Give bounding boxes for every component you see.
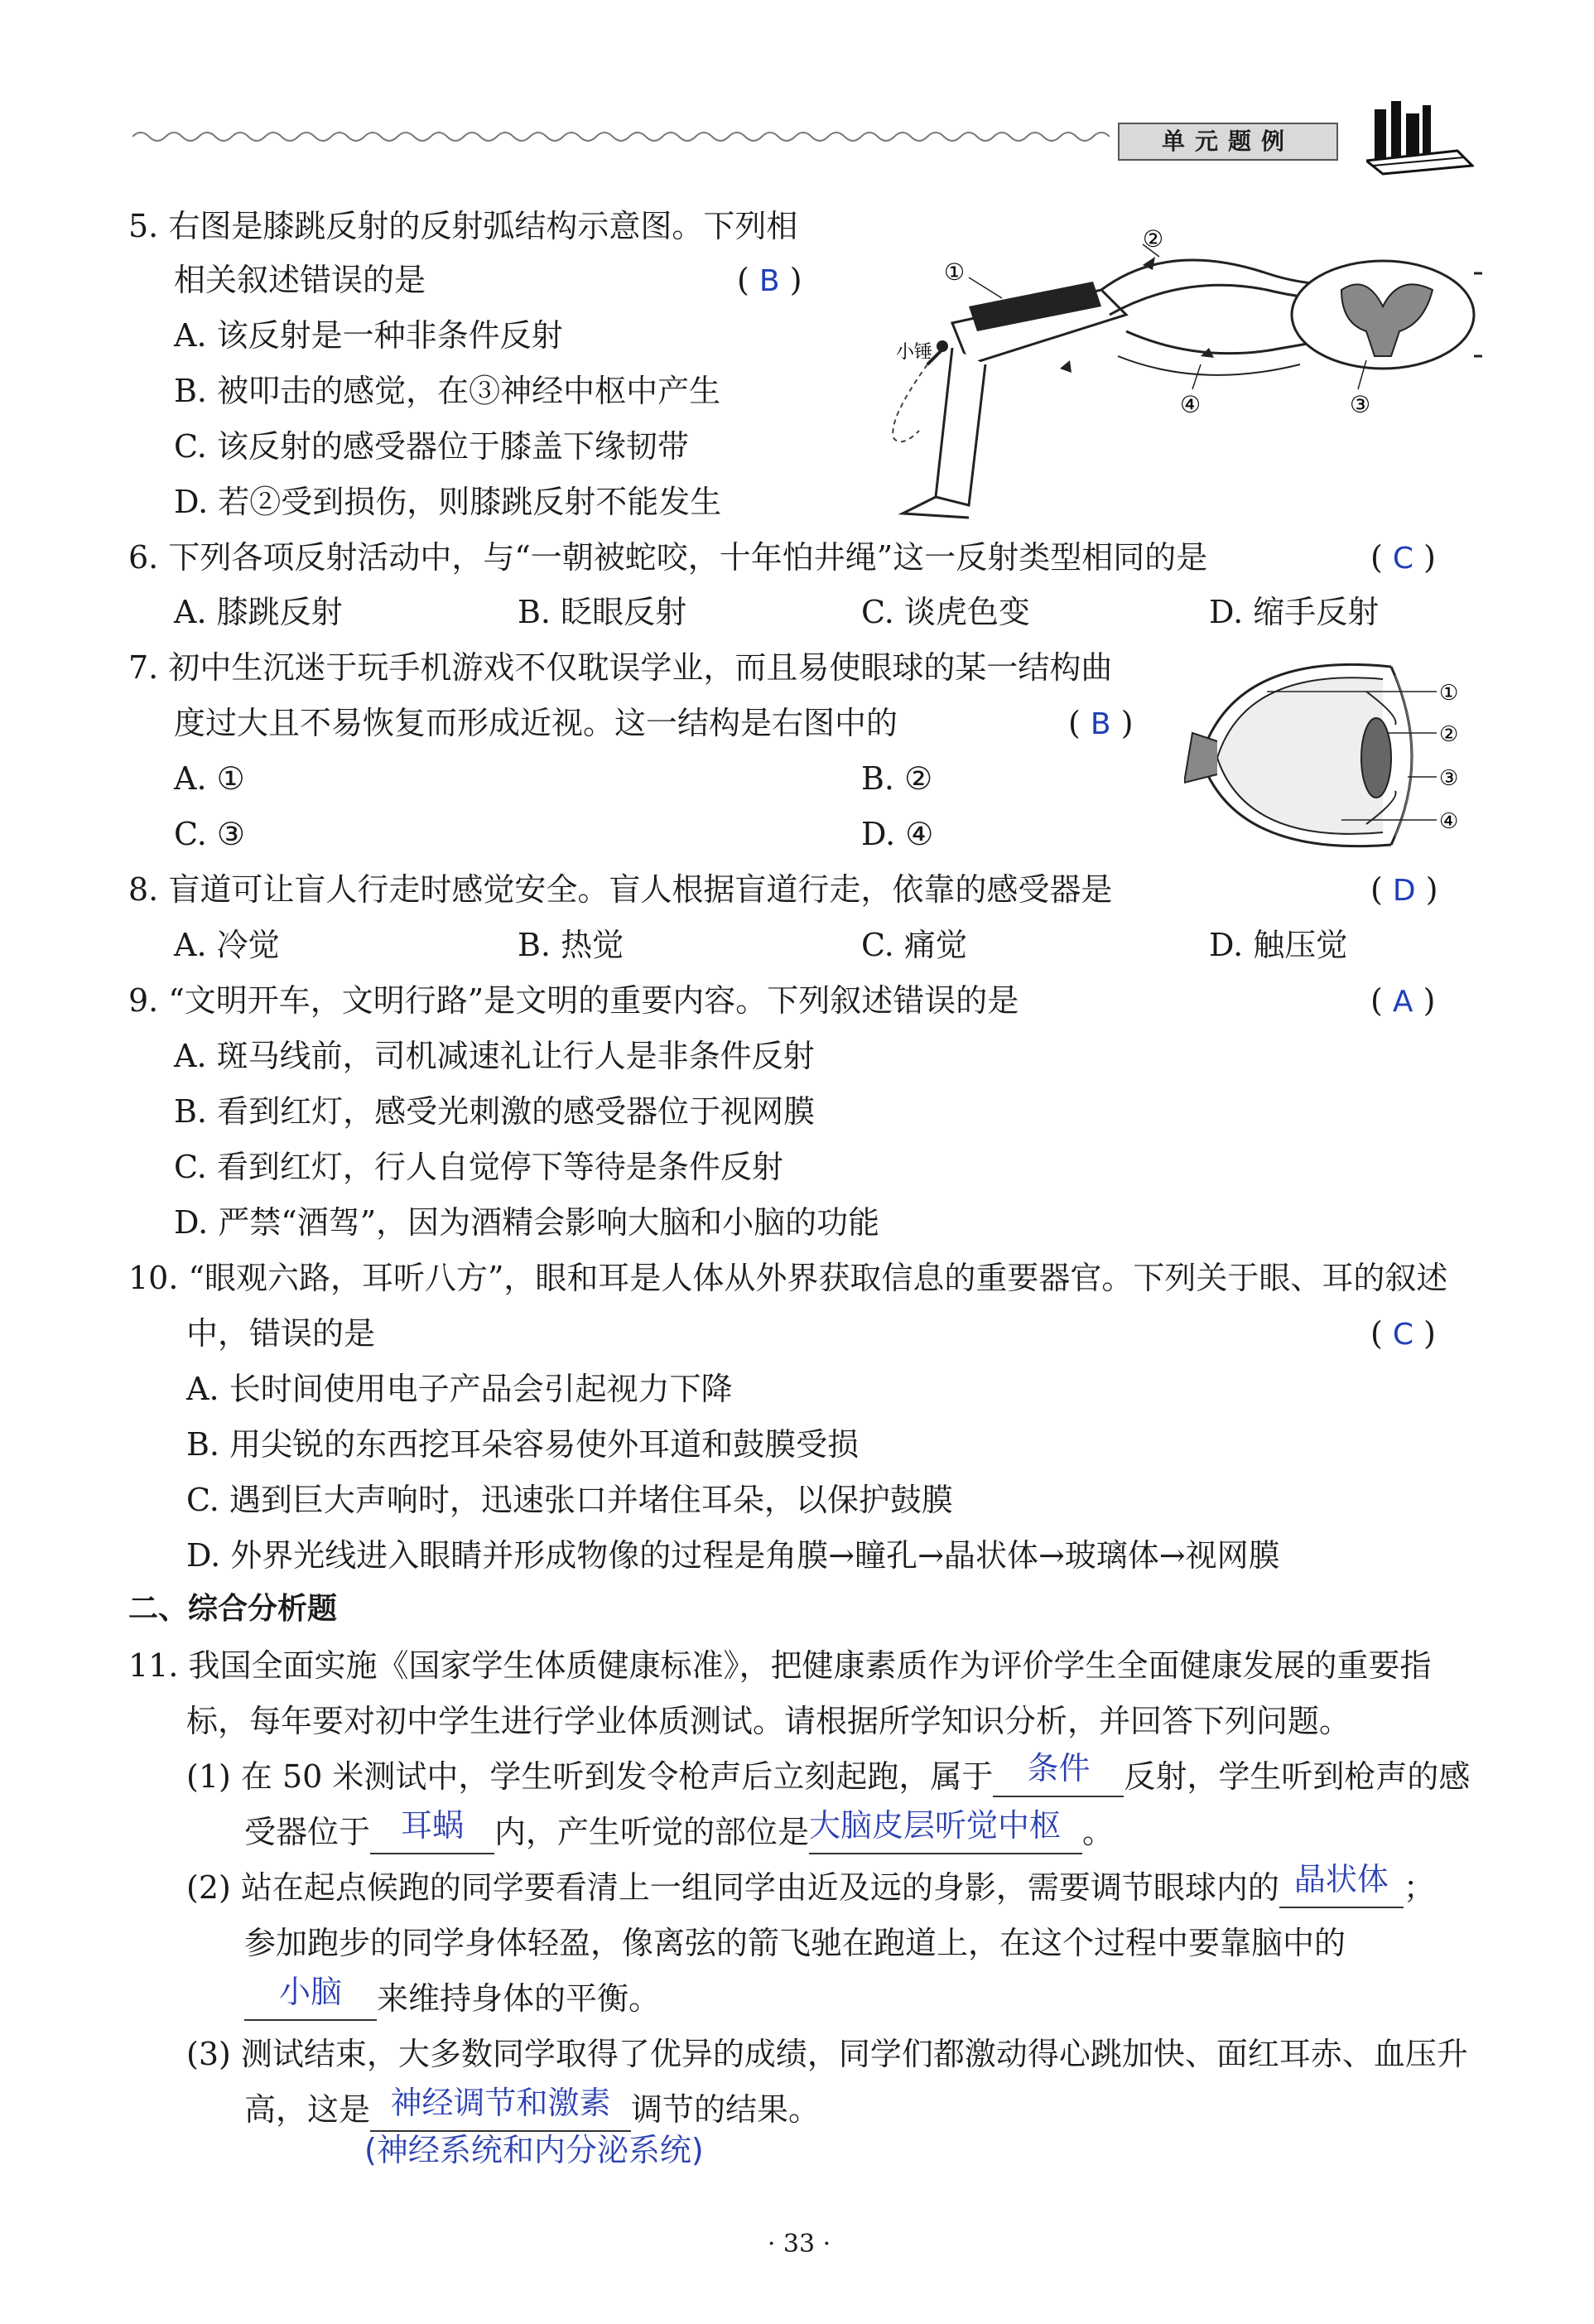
q11-p1-text-d: 内，产生听觉的部位是 xyxy=(494,1814,810,1850)
q9-answer: A xyxy=(1392,985,1413,1019)
q11-p1-text-c: 受器位于 xyxy=(244,1814,371,1850)
reflex-label-3: ③ xyxy=(1350,391,1371,418)
books-icon xyxy=(1366,93,1474,176)
q11-p2-text-d: 来维持身体的平衡。 xyxy=(377,1980,661,2017)
q5-option-c: C. 该反射的感受器位于膝盖下缘韧带 xyxy=(174,428,689,465)
q11-blank-5 xyxy=(244,1965,377,2021)
q9-answer-bracket: ( A ) xyxy=(1370,982,1436,1019)
q11-blank-6 xyxy=(370,2076,631,2132)
q6-option-b: B. 眨眼反射 xyxy=(518,594,687,630)
q8-option-a: A. 冷觉 xyxy=(174,927,280,963)
q7-stem-line2: 度过大且不易恢复而形成近视。这一结构是右图中的 xyxy=(174,705,898,741)
q11-blank-1 xyxy=(993,1741,1124,1797)
q6-option-d: D. 缩手反射 xyxy=(1209,594,1380,630)
q11-p1-text-e: 。 xyxy=(1082,1814,1115,1850)
q9-option-d: D. 严禁“酒驾”，因为酒精会影响大脑和小脑的功能 xyxy=(174,1204,880,1241)
q11-answer-5: 小脑 xyxy=(278,1974,342,2010)
q10-option-b: B. 用尖锐的东西挖耳朵容易使外耳道和鼓膜受损 xyxy=(186,1426,860,1463)
q5-option-b: B. 被叩击的感觉，在③神经中枢中产生 xyxy=(174,373,721,409)
q11-line2: 标，每年要对初中学生进行学业体质测试。请根据所学知识分析，并回答下列问题。 xyxy=(186,1703,1351,1739)
page-number: · 33 · xyxy=(767,2230,831,2259)
q5-option-d: D. 若②受到损伤，则膝跳反射不能发生 xyxy=(174,484,722,520)
q10-answer: C xyxy=(1392,1318,1414,1352)
reflex-label-1: ① xyxy=(944,258,966,286)
q11-part1-line2 xyxy=(244,1805,1114,1861)
q9-option-c: C. 看到红灯，行人自觉停下等待是条件反射 xyxy=(174,1149,783,1185)
q11-blank-2 xyxy=(370,1798,494,1854)
q11-p2-text-a: (2) 站在起点候跑的同学要看清上一组同学由近及远的身影，需要调节眼球内的 xyxy=(186,1869,1279,1906)
q7-option-d: D. ④ xyxy=(861,816,934,852)
eye-label-4: ④ xyxy=(1439,809,1459,834)
q8-option-c: C. 痛觉 xyxy=(861,927,967,963)
q11-part1-line1 xyxy=(186,1749,1470,1806)
q11-blank-4 xyxy=(1279,1852,1404,1908)
q7-option-b: B. ② xyxy=(861,760,933,797)
q6-answer: C xyxy=(1392,542,1414,576)
q9-stem: 9. “文明开车，文明行路”是文明的重要内容。下列叙述错误的是 xyxy=(128,982,1019,1019)
reflex-label-2: ② xyxy=(1143,225,1164,253)
q5-stem-line1: 5. 右图是膝跳反射的反射弧结构示意图。下列相 xyxy=(128,208,798,244)
q7-option-c: C. ③ xyxy=(174,816,245,852)
q9-option-a: A. 斑马线前，司机减速礼让行人是非条件反射 xyxy=(174,1038,815,1074)
q5-option-a: A. 该反射是一种非条件反射 xyxy=(174,317,563,354)
q10-stem-line1: 10. “眼观六路，耳听八方”，眼和耳是人体从外界获取信息的重要器官。下列关于眼、耳的叙述 xyxy=(128,1260,1448,1296)
q11-p2-text-c: 参加跑步的同学身体轻盈，像离弦的箭飞驰在跑道上，在这个过程中要靠脑中的 xyxy=(244,1925,1346,1961)
q11-line1: 11. 我国全面实施《国家学生体质健康标准》，把健康素质作为评价学生全面健康发展的重要指 xyxy=(128,1647,1432,1684)
q6-option-c: C. 谈虎色变 xyxy=(861,594,1030,630)
eye-label-1: ① xyxy=(1439,681,1459,706)
q6-answer-bracket: ( C ) xyxy=(1370,539,1436,576)
hammer-label: 小锤 xyxy=(896,342,933,363)
header-tag: 单元题例 xyxy=(1118,123,1338,161)
q11-part2-line3 xyxy=(244,1971,660,2027)
q11-blank-3 xyxy=(809,1798,1082,1854)
q11-answer-6-note: (神经系统和内分泌系统) xyxy=(364,2132,704,2168)
q7-stem-line1: 7. 初中生沉迷于玩手机游戏不仅耽误学业，而且易使眼球的某一结构曲 xyxy=(128,649,1113,686)
q6-option-a: A. 膝跳反射 xyxy=(174,594,343,630)
q10-option-c: C. 遇到巨大声响时，迅速张口并堵住耳朵，以保护鼓膜 xyxy=(186,1482,953,1518)
q8-answer-bracket: ( D ) xyxy=(1370,871,1438,908)
q8-answer: D xyxy=(1392,874,1416,908)
section2-title: 二、综合分析题 xyxy=(128,1592,338,1626)
q11-answer-1: 条件 xyxy=(1027,1750,1091,1786)
q11-p3-text-b: 高，这是 xyxy=(244,2091,371,2128)
q11-p2-text-b: ； xyxy=(1403,1869,1435,1906)
q6-stem: 6. 下列各项反射活动中，与“一朝被蛇咬，十年怕井绳”这一反射类型相同的是 xyxy=(128,539,1208,576)
q11-answer-6: 神经调节和激素 xyxy=(390,2085,611,2121)
q10-option-d: D. 外界光线进入眼睛并形成物像的过程是角膜→瞳孔→晶状体→玻璃体→视网膜 xyxy=(186,1537,1280,1574)
q11-part2-line1 xyxy=(186,1860,1435,1917)
q11-p1-text-a: (1) 在 50 米测试中，学生听到发令枪声后立刻起跑，属于 xyxy=(186,1758,994,1795)
q11-p1-text-b: 反射，学生听到枪声的感 xyxy=(1124,1758,1471,1795)
q7-option-a: A. ① xyxy=(174,760,245,797)
eye-figure xyxy=(1184,642,1470,865)
header-wavy-line xyxy=(132,124,1110,149)
q11-answer-3: 大脑皮层听觉中枢 xyxy=(809,1807,1062,1844)
q10-answer-bracket: ( C ) xyxy=(1370,1315,1436,1352)
q5-answer-bracket: ( B ) xyxy=(737,262,802,298)
q11-answer-4: 晶状体 xyxy=(1293,1861,1389,1897)
reflex-arc-figure xyxy=(853,224,1482,522)
q5-answer: B xyxy=(758,264,780,298)
q7-answer: B xyxy=(1090,707,1111,741)
q11-p3-text-c: 调节的结果。 xyxy=(631,2091,821,2128)
q8-option-d: D. 触压觉 xyxy=(1209,927,1348,963)
q9-option-b: B. 看到红灯，感受光刺激的感受器位于视网膜 xyxy=(174,1093,816,1130)
eye-label-2: ② xyxy=(1439,722,1459,747)
q5-stem-line2: 相关叙述错误的是 xyxy=(174,262,426,298)
q7-answer-bracket: ( B ) xyxy=(1068,705,1134,741)
eye-label-3: ③ xyxy=(1439,766,1459,791)
q8-option-b: B. 热觉 xyxy=(518,927,624,963)
q8-stem: 8. 盲道可让盲人行走时感觉安全。盲人根据盲道行走，依靠的感受器是 xyxy=(128,871,1113,908)
q11-answer-2: 耳蜗 xyxy=(401,1807,465,1844)
q10-option-a: A. 长时间使用电子产品会引起视力下降 xyxy=(186,1371,733,1407)
q10-stem-line2: 中，错误的是 xyxy=(186,1315,376,1352)
reflex-label-4: ④ xyxy=(1180,391,1202,418)
q11-p3-text-a: (3) 测试结束，大多数同学取得了优异的成绩，同学们都激动得心跳加快、面红耳赤、血压升 xyxy=(186,2036,1468,2072)
